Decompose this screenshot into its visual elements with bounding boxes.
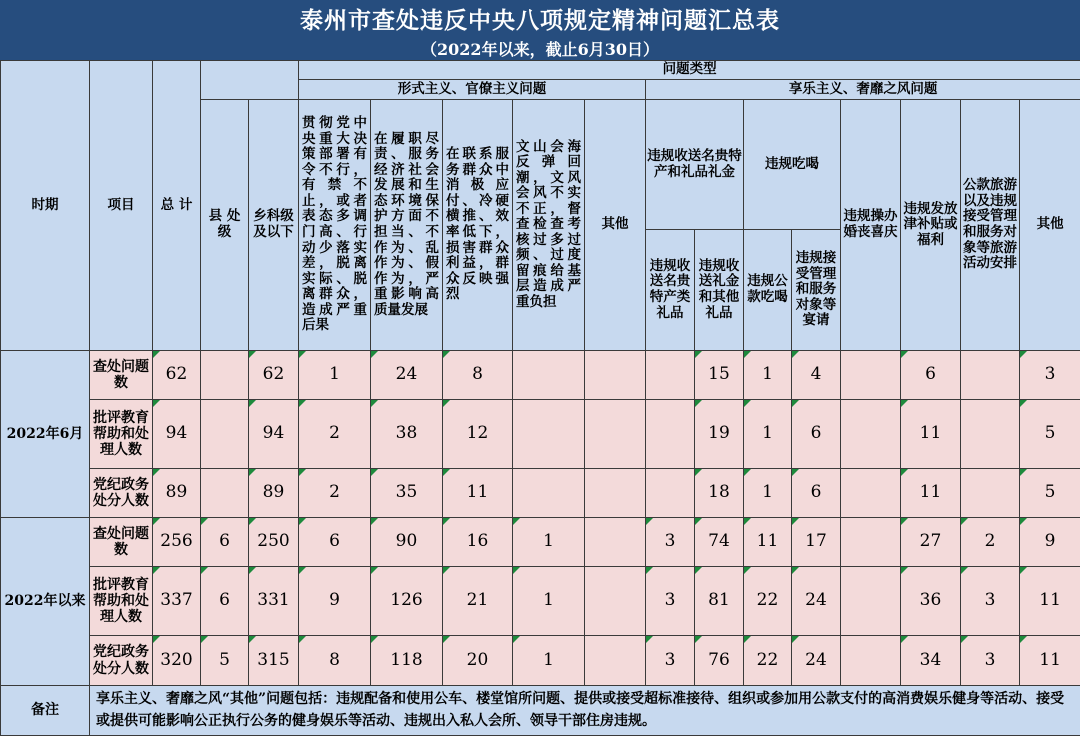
data-cell: 22 (744, 567, 792, 636)
data-cell: 11 (901, 469, 961, 518)
data-cell (841, 400, 901, 469)
table-row (1, 567, 1080, 636)
data-cell (841, 518, 901, 567)
header-dine-b: 违规接受管理和服务对象等宴请 (792, 230, 841, 351)
data-cell: 5 (201, 636, 249, 686)
data-cell: 3 (646, 567, 695, 636)
data-cell: 18 (695, 469, 744, 518)
data-cell: 24 (792, 567, 841, 636)
data-cell: 89 (153, 469, 201, 518)
header-county: 县 处 级 (201, 100, 249, 351)
header-gift-b: 违规收送礼金和其他礼品 (695, 230, 744, 351)
data-cell: 1 (513, 518, 585, 567)
data-cell: 6 (792, 469, 841, 518)
data-cell (646, 400, 695, 469)
data-cell: 17 (792, 518, 841, 567)
data-cell: 74 (695, 518, 744, 567)
data-cell: 11 (901, 400, 961, 469)
data-cell: 34 (901, 636, 961, 686)
data-cell: 81 (695, 567, 744, 636)
data-cell (513, 351, 585, 400)
data-cell: 11 (744, 518, 792, 567)
table-row (1, 518, 1080, 567)
header-f2: 在履职尽责、服务经济社会发展和生态环境保护方面不担当、不作为、乱作为、假作为，严重影响高质量发展 (371, 100, 443, 351)
data-cell (585, 567, 646, 636)
header-gift-a: 违规收送名贵特产类礼品 (646, 230, 695, 351)
data-cell: 6 (792, 400, 841, 469)
row-label: 党纪政务处分人数 (90, 636, 153, 686)
header-f4: 文山会海反弹回潮，文风会风不实不正，督查检查考核过多过频、过度留痕给基层造成严重负担 (513, 100, 585, 351)
page-subtitle: （2022年以来，截止6月30日） (0, 36, 1080, 60)
data-cell: 3 (646, 518, 695, 567)
data-cell (585, 469, 646, 518)
header-wedding: 违规操办婚丧喜庆 (841, 100, 901, 351)
data-cell: 20 (443, 636, 513, 686)
row-label: 查处问题数 (90, 351, 153, 400)
row-label: 批评教育帮助和处理人数 (90, 567, 153, 636)
data-cell (961, 351, 1020, 400)
data-cell: 5 (1020, 469, 1080, 518)
data-cell: 38 (371, 400, 443, 469)
data-cell (961, 400, 1020, 469)
data-cell: 2 (299, 400, 371, 469)
data-cell: 11 (1020, 636, 1080, 686)
table-row (1, 400, 1080, 469)
data-cell: 320 (153, 636, 201, 686)
data-cell (513, 469, 585, 518)
data-cell: 89 (249, 469, 299, 518)
data-cell (585, 351, 646, 400)
data-cell (513, 400, 585, 469)
row-label: 党纪政务处分人数 (90, 469, 153, 518)
data-cell: 94 (153, 400, 201, 469)
data-cell: 19 (695, 400, 744, 469)
data-cell: 24 (792, 636, 841, 686)
header-f1: 贯彻党中央重大决策部署有令不行，有禁不止，或者表态多调门高、行动少落实差，脱离实际、脱离群众，造成严重后果 (299, 100, 371, 351)
data-cell: 1 (744, 351, 792, 400)
data-cell: 6 (201, 518, 249, 567)
header-blank (201, 61, 299, 100)
data-cell: 6 (901, 351, 961, 400)
data-cell (646, 351, 695, 400)
data-cell: 1 (299, 351, 371, 400)
data-cell (201, 469, 249, 518)
header-item: 项目 (90, 61, 153, 351)
data-cell: 21 (443, 567, 513, 636)
header-total: 总 计 (153, 61, 201, 351)
period-label: 2022年6月 (1, 351, 90, 518)
header-township: 乡科级及以下 (249, 100, 299, 351)
header-period: 时期 (1, 61, 90, 351)
header-allowance: 违规发放津补贴或福利 (901, 100, 961, 351)
row-label: 查处问题数 (90, 518, 153, 567)
data-cell: 8 (443, 351, 513, 400)
data-cell: 22 (744, 636, 792, 686)
data-cell: 12 (443, 400, 513, 469)
header-gift: 违规收送名贵特产和礼品礼金 (646, 100, 744, 230)
header-dine: 违规吃喝 (744, 100, 841, 230)
data-cell: 94 (249, 400, 299, 469)
data-cell: 1 (744, 400, 792, 469)
data-cell (841, 469, 901, 518)
data-cell: 2 (299, 469, 371, 518)
data-cell: 76 (695, 636, 744, 686)
data-cell: 256 (153, 518, 201, 567)
data-cell: 5 (1020, 400, 1080, 469)
data-cell (841, 351, 901, 400)
data-cell: 9 (1020, 518, 1080, 567)
data-cell: 24 (371, 351, 443, 400)
data-cell: 6 (299, 518, 371, 567)
data-cell: 36 (901, 567, 961, 636)
table-row (1, 636, 1080, 686)
table-row (1, 469, 1080, 518)
data-cell (201, 400, 249, 469)
data-cell: 27 (901, 518, 961, 567)
data-cell: 8 (299, 636, 371, 686)
header-h-other: 其他 (1020, 100, 1080, 351)
table-row (1, 351, 1080, 400)
data-cell (585, 636, 646, 686)
data-cell: 2 (961, 518, 1020, 567)
header-f5: 其他 (585, 100, 646, 351)
header-hedonism: 享乐主义、奢靡之风问题 (646, 80, 1080, 100)
data-cell (585, 400, 646, 469)
data-cell: 62 (153, 351, 201, 400)
data-cell (841, 567, 901, 636)
data-cell: 9 (299, 567, 371, 636)
data-cell: 250 (249, 518, 299, 567)
data-cell (201, 351, 249, 400)
data-cell (841, 636, 901, 686)
remark-label: 备注 (1, 686, 90, 736)
data-cell: 315 (249, 636, 299, 686)
header-travel: 公款旅游以及违规接受管理和服务对象等旅游活动安排 (961, 100, 1020, 351)
data-cell: 1 (744, 469, 792, 518)
data-cell (646, 469, 695, 518)
header-formalism: 形式主义、官僚主义问题 (299, 80, 646, 100)
data-cell: 16 (443, 518, 513, 567)
data-cell: 126 (371, 567, 443, 636)
data-cell: 3 (646, 636, 695, 686)
header-f3: 在联系服务群众中消极应付、冷硬横推、效率低下，损害群众利益，群众反映强烈 (443, 100, 513, 351)
data-cell: 3 (961, 636, 1020, 686)
data-cell: 15 (695, 351, 744, 400)
data-cell (585, 518, 646, 567)
period-label: 2022年以来 (1, 518, 90, 686)
data-cell: 11 (443, 469, 513, 518)
data-cell: 1 (513, 567, 585, 636)
page-title: 泰州市查处违反中央八项规定精神问题汇总表 (0, 0, 1080, 36)
data-cell: 62 (249, 351, 299, 400)
header-dine-a: 违规公款吃喝 (744, 230, 792, 351)
remark-text: 享乐主义、奢靡之风“其他”问题包括：违规配备和使用公车、楼堂馆所问题、提供或接受超标准接待、组织或参加用公款支付的高消费娱乐健身等活动、接受或提供可能影响公正执行公务的健身娱乐等活动、违规出入私人会所、领导干部住房违规。 (90, 686, 1080, 736)
data-cell: 35 (371, 469, 443, 518)
data-cell: 3 (1020, 351, 1080, 400)
data-cell: 11 (1020, 567, 1080, 636)
data-cell: 337 (153, 567, 201, 636)
data-cell: 4 (792, 351, 841, 400)
data-cell (961, 469, 1020, 518)
data-cell: 90 (371, 518, 443, 567)
data-cell: 1 (513, 636, 585, 686)
row-label: 批评教育帮助和处理人数 (90, 400, 153, 469)
summary-table (0, 60, 1080, 736)
data-cell: 3 (961, 567, 1020, 636)
data-cell: 331 (249, 567, 299, 636)
data-cell: 6 (201, 567, 249, 636)
data-cell: 118 (371, 636, 443, 686)
header-problem-type: 问题类型 (299, 61, 1080, 80)
